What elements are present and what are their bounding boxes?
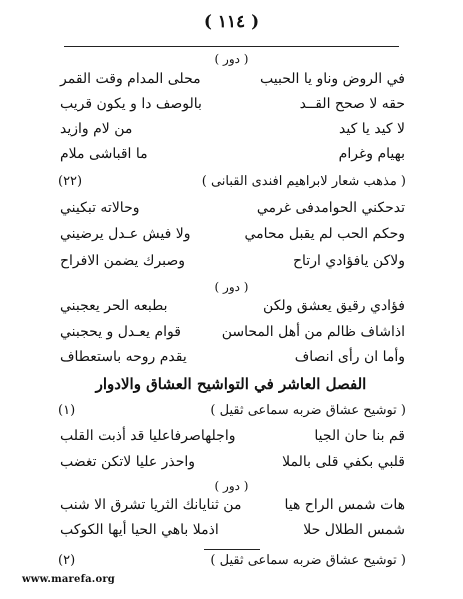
- footer-watermark-url: www.marefa.org: [22, 574, 115, 585]
- verse-hemistich-left: وصبرك يضمن الافراح: [60, 253, 186, 269]
- verse-line: [60, 146, 405, 168]
- verse-hemistich-right: شمس الطلال حلا: [303, 522, 405, 538]
- poem-heading: [58, 403, 406, 423]
- verse-hemistich-left: ما اقباشى ملام: [60, 146, 148, 162]
- dawr-marker: ( دور ): [214, 52, 249, 66]
- verse-hemistich-right: هات شمس الراح هيا: [284, 497, 405, 513]
- verse-hemistich-left: بالوصف دا و يكون قريب: [60, 96, 202, 112]
- verse-hemistich-left: اذملا باهي الحيا أيها الكوكب: [60, 522, 219, 538]
- poem-heading: [58, 174, 406, 194]
- chapter-title: الفصل العاشر في التواشيح العشاق والادوار: [95, 375, 367, 393]
- poem-title: ( توشيح عشاق ضربه سماعى ثقيل ): [210, 553, 406, 568]
- verse-hemistich-right: وأما ان رأى انصاف: [294, 349, 405, 365]
- verse-hemistich-right: قم بنا حان الجيا: [314, 428, 405, 444]
- verse-hemistich-right: اذاشاف ظالم من أهل المحاسن: [221, 324, 405, 340]
- verse-hemistich-left: واحذر عليا لاتكن تغضب: [60, 454, 196, 470]
- verse-line: [60, 121, 405, 143]
- verse-hemistich-left: محلى المدام وقت القمر: [60, 71, 201, 87]
- verse-hemistich-left: من لام وازيد: [60, 121, 133, 137]
- poem-number: (٢٢): [58, 174, 83, 189]
- poem-number: (١): [58, 403, 76, 418]
- dawr-marker: ( دور ): [214, 479, 249, 493]
- verse-hemistich-right: بهيام وغرام: [338, 146, 405, 162]
- verse-hemistich-left: يقدم روحه باستعطاف: [60, 349, 187, 365]
- poem-heading: [58, 553, 406, 573]
- verse-line: [60, 454, 405, 476]
- verse-line: [60, 71, 405, 93]
- header-rule: [64, 46, 399, 47]
- verse-hemistich-left: من ثنايانك الثريا تشرق الا شنب: [60, 497, 242, 513]
- verse-line: [60, 522, 405, 544]
- verse-hemistich-right: ولاكن يافؤادي ارتاح: [293, 253, 405, 269]
- verse-hemistich-left: بطبعه الحر يعجبني: [60, 298, 168, 314]
- verse-hemistich-right: حقه لا صحح القــد: [299, 96, 405, 112]
- verse-hemistich-right: في الروض وناو يا الحبيب: [260, 71, 405, 87]
- dawr-marker: ( دور ): [214, 280, 249, 294]
- verse-line: [60, 497, 405, 519]
- verse-hemistich-left: قوام يعـدل و يحجبني: [60, 324, 181, 340]
- poem-number: (٢): [58, 553, 76, 568]
- verse-line: [60, 253, 405, 275]
- verse-line: [60, 298, 405, 320]
- page-number: ( ١١٤ ): [203, 12, 260, 32]
- verse-line: [60, 226, 405, 248]
- verse-hemistich-left: ولا فيش عـدل يرضيني: [60, 226, 191, 242]
- verse-line: [60, 96, 405, 118]
- verse-line: [60, 200, 405, 222]
- verse-hemistich-right: لا كيد يا كيد: [339, 121, 405, 137]
- verse-hemistich-right: قلبي بكفي قلى بالملا: [282, 454, 405, 470]
- verse-hemistich-right: وحكم الحب لم يقبل محامي: [244, 226, 405, 242]
- verse-line: [60, 349, 405, 371]
- verse-line: [60, 324, 405, 346]
- poem-title: ( توشيح عشاق ضربه سماعى ثقيل ): [210, 403, 406, 418]
- verse-hemistich-left: واجلهاصرفاعليا قد أذبت القلب: [60, 428, 236, 444]
- verse-hemistich-right: فؤادي رقيق يعشق ولكن: [263, 298, 405, 314]
- verse-line: [60, 428, 405, 450]
- verse-hemistich-left: وحالاته تبكيني: [60, 200, 140, 216]
- poem-title: ( مذهب شعار لابراهيم افندى القبانى ): [201, 174, 406, 189]
- section-divider: [204, 549, 260, 550]
- verse-hemistich-right: تدحكني الحوامدفى غرمي: [256, 200, 405, 216]
